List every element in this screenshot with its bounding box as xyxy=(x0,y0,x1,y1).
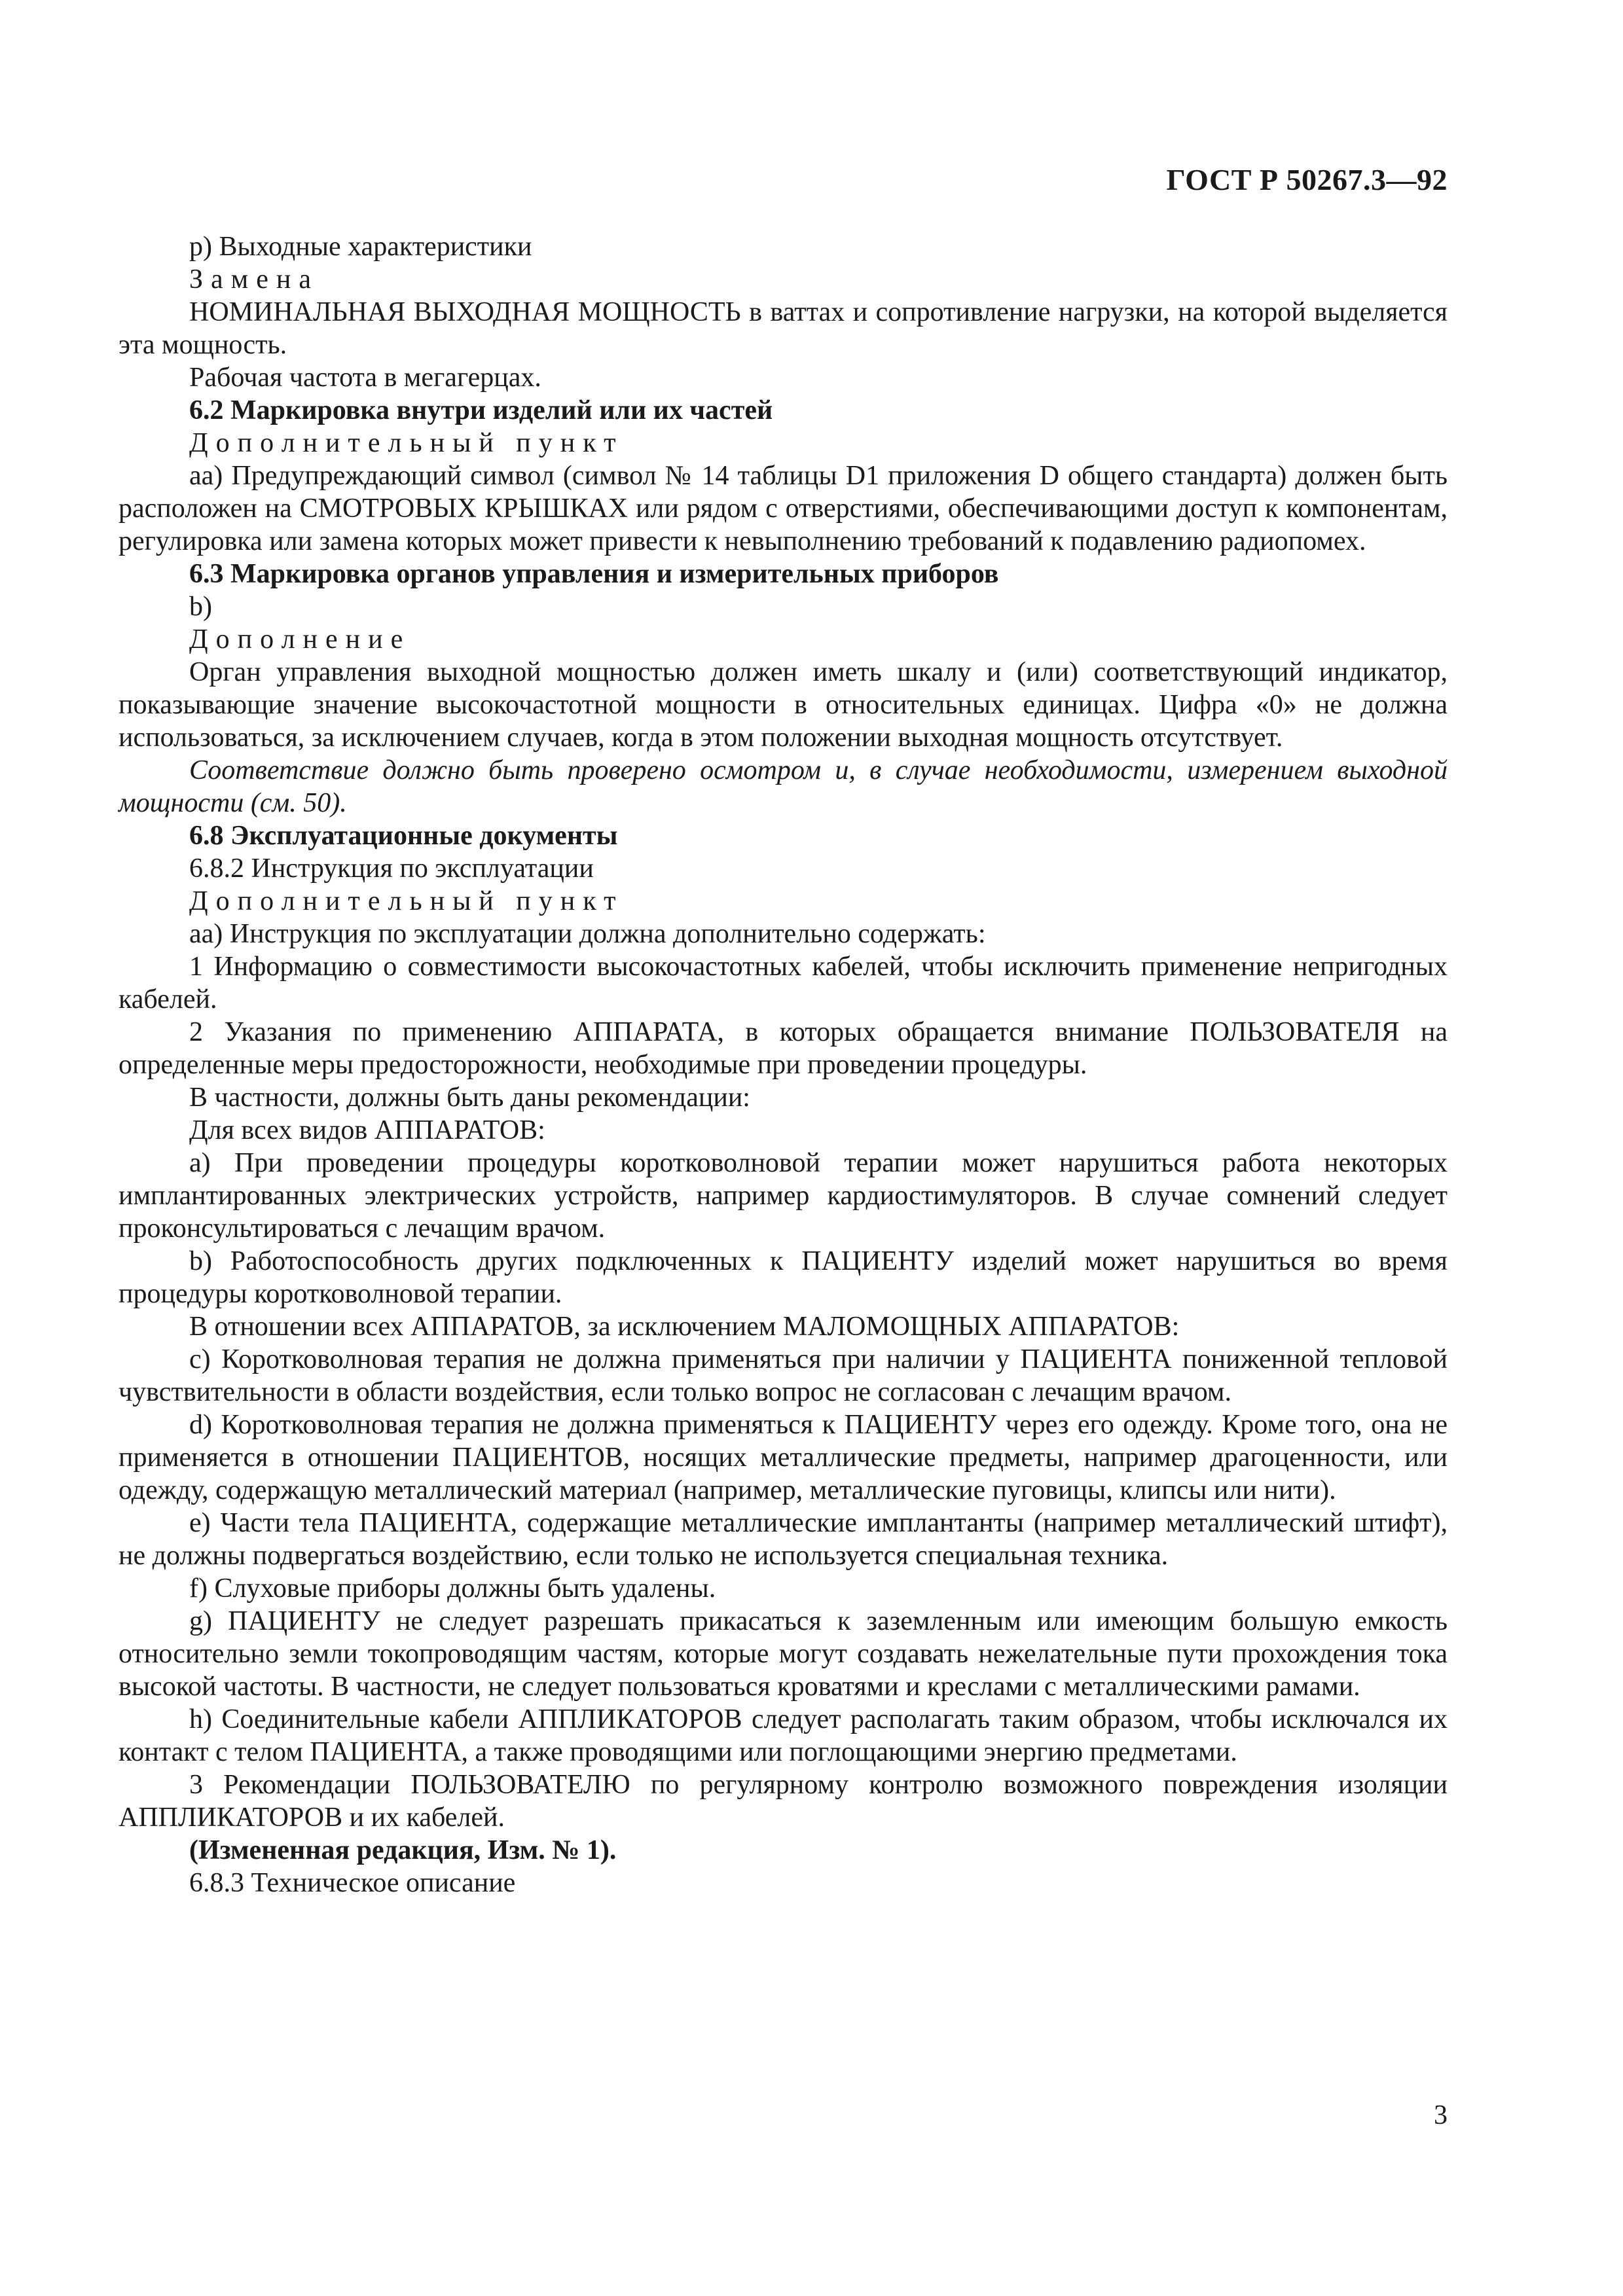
paragraph: аа) Инструкция по эксплуатации должна дополнительно содержать: xyxy=(189,919,986,949)
paragraph: h) Соединительные кабели АППЛИКАТОРОВ следует располагать таким образом, чтобы исключался их контакт с телом ПАЦИЕНТА, а также проводящими или поглощающими энергию предметами. xyxy=(119,1704,1448,1767)
document-body xyxy=(119,230,1448,1899)
section-heading: 6.8 Эксплуатационные документы xyxy=(189,821,618,851)
section-heading: 6.3 Маркировка органов управления и измерительных приборов xyxy=(189,559,999,589)
paragraph: НОМИНАЛЬНАЯ ВЫХОДНАЯ МОЩНОСТЬ в ваттах и сопротивление нагрузки, на которой выделяется эта мощность. xyxy=(119,297,1448,360)
paragraph: Рабочая частота в мегагерцах. xyxy=(189,363,541,393)
paragraph: 6.8.2 Инструкция по эксплуатации xyxy=(189,853,594,884)
paragraph: 1 Информацию о совместимости высокочастотных кабелей, чтобы исключить применение непригодных кабелей. xyxy=(119,952,1448,1014)
paragraph: Для всех видов АППАРАТОВ: xyxy=(189,1115,545,1145)
paragraph: Орган управления выходной мощностью должен иметь шкалу и (или) соответствующий индикатор, показывающие значение высокочастотной мощности в относительных единицах. Цифра «0» не должна использоваться, за исключением случаев, когда в этом положении выходная мощность отсутствует. xyxy=(119,657,1448,753)
page-number: 3 xyxy=(1434,2100,1448,2130)
clause-label: Дополнение xyxy=(189,624,411,655)
paragraph: g) ПАЦИЕНТУ не следует разрешать прикасаться к заземленным или имеющим большую емкость относительно земли токопроводящим частям, которые могут создавать нежелательные пути прохождения тока высокой частоты. В частности, не следует пользоваться кроватями и креслами с металлическими рамами. xyxy=(119,1606,1448,1702)
paragraph: b) xyxy=(189,592,212,622)
clause-label: Замена xyxy=(189,264,319,295)
paragraph: 6.8.3 Техническое описание xyxy=(189,1868,516,1898)
paragraph: р) Выходные характеристики xyxy=(189,232,532,262)
paragraph: e) Части тела ПАЦИЕНТА, содержащие металлические имплантанты (например металлический штифт), не должны подвергаться воздействию, если только не используется специальная техника. xyxy=(119,1508,1448,1571)
paragraph: d) Коротковолновая терапия не должна применяться к ПАЦИЕНТУ через его одежду. Кроме того, она не применяется в отношении ПАЦИЕНТОВ, носящих металлические предметы, например драгоценности, или одежду, содержащую металлический материал (например, металлические пуговицы, клипсы или нити). xyxy=(119,1410,1448,1505)
paragraph: a) При проведении процедуры коротковолновой терапии может нарушиться работа некоторых имплантированных электрических устройств, например кардиостимуляторов. В случае сомнений следует проконсультироваться с лечащим врачом. xyxy=(119,1148,1448,1244)
paragraph: 2 Указания по применению АППАРАТА, в которых обращается внимание ПОЛЬЗОВАТЕЛЯ на определенные меры предосторожности, необходимые при проведении процедуры. xyxy=(119,1017,1448,1080)
clause-label: Дополнительный пункт xyxy=(189,886,624,916)
section-heading: (Измененная редакция, Изм. № 1). xyxy=(189,1835,617,1865)
standard-designation: ГОСТ Р 50267.3—92 xyxy=(1166,163,1448,196)
paragraph: 3 Рекомендации ПОЛЬЗОВАТЕЛЮ по регулярному контролю возможного повреждения изоляции АППЛИКАТОРОВ и их кабелей. xyxy=(119,1770,1448,1833)
clause-label: Дополнительный пункт xyxy=(189,428,624,458)
paragraph: c) Коротковолновая терапия не должна применяться при наличии у ПАЦИЕНТА пониженной тепловой чувствительности в области воздействия, если только вопрос не согласован с лечащим врачом. xyxy=(119,1344,1448,1407)
section-heading: 6.2 Маркировка внутри изделий или их частей xyxy=(189,395,773,425)
paragraph: В частности, должны быть даны рекомендации: xyxy=(189,1083,750,1113)
compliance-note: Соответствие должно быть проверено осмотром и, в случае необходимости, измерением выходной мощности (см. 50). xyxy=(119,755,1448,818)
paragraph: аа) Предупреждающий символ (символ № 14 таблицы D1 приложения D общего стандарта) должен быть расположен на СМОТРОВЫХ КРЫШКАХ или рядом с отверстиями, обеспечивающими доступ к компонентам, регулировка или замена которых может привести к невыполнению требований к подавлению радиопомех. xyxy=(119,461,1448,556)
paragraph: b) Работоспособность других подключенных к ПАЦИЕНТУ изделий может нарушиться во время процедуры коротковолновой терапии. xyxy=(119,1246,1448,1309)
paragraph: В отношении всех АППАРАТОВ, за исключением МАЛОМОЩНЫХ АППАРАТОВ: xyxy=(189,1312,1180,1342)
paragraph: f) Слуховые приборы должны быть удалены. xyxy=(189,1573,716,1604)
